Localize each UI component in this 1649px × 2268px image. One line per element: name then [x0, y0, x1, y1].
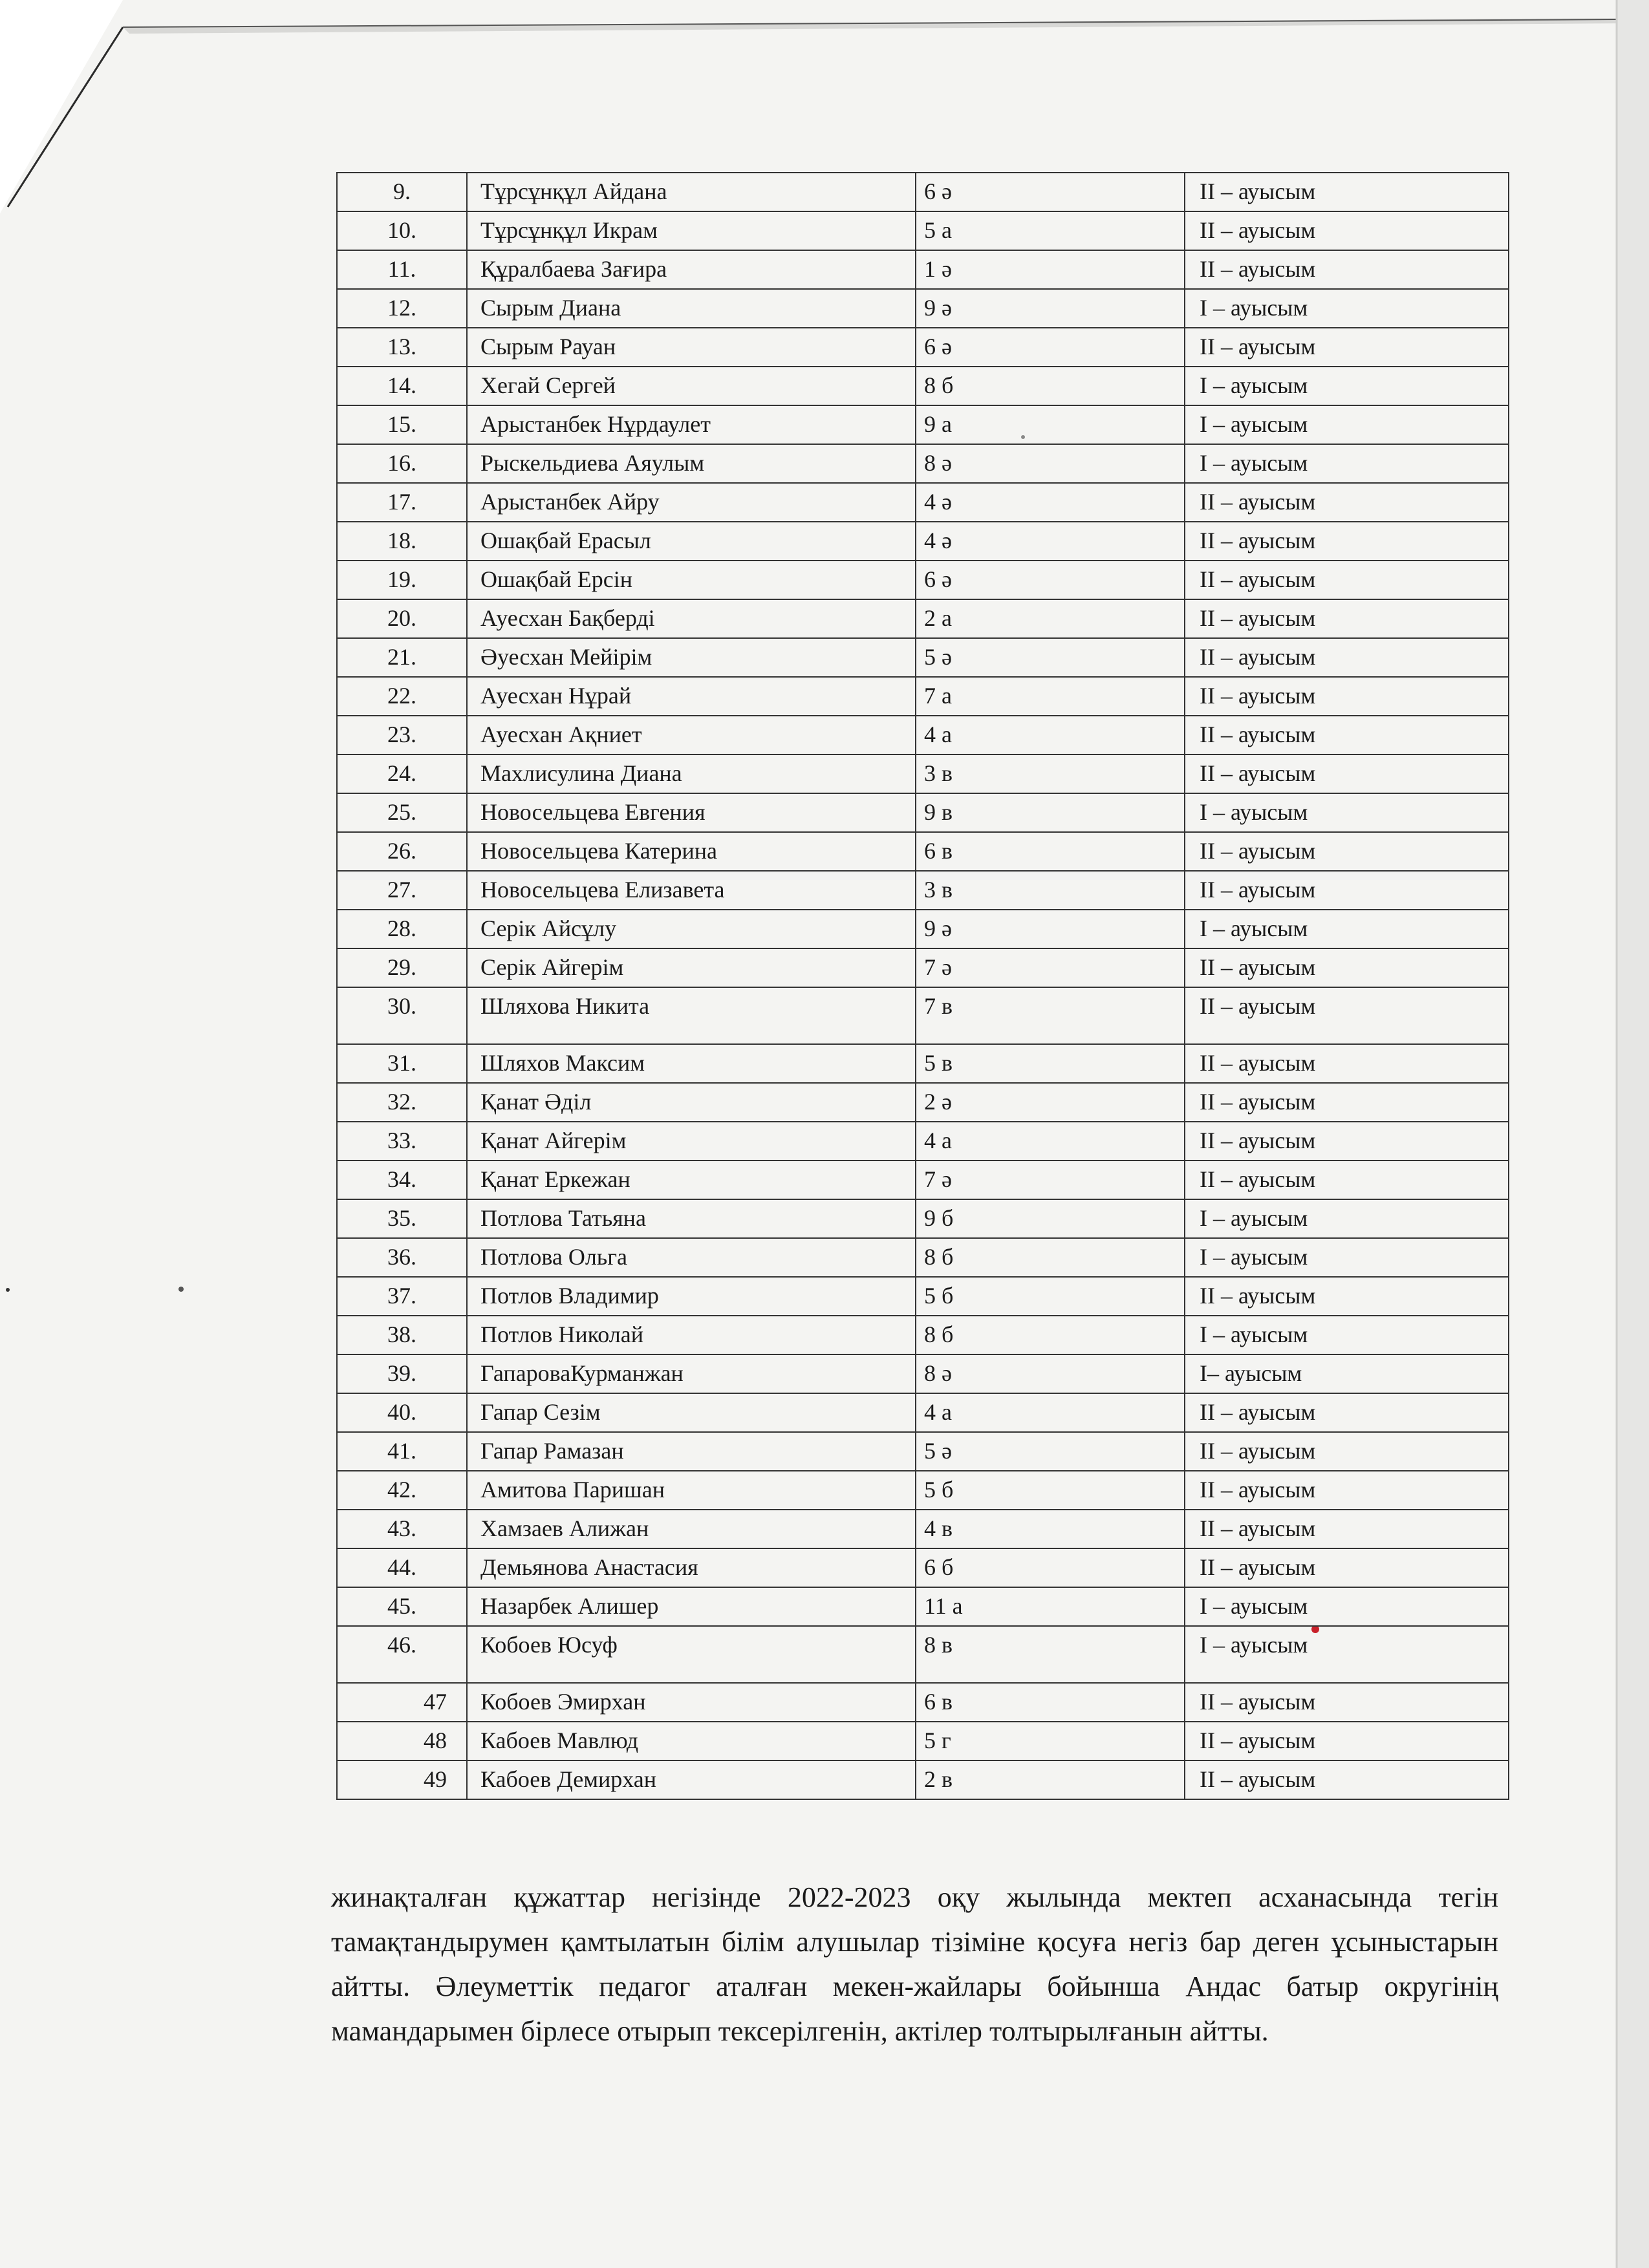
student-name-cell: Тұрсұнқұл Айдана: [467, 173, 916, 211]
class-cell: 3 в: [916, 754, 1185, 793]
row-number-cell: 14.: [337, 367, 467, 405]
row-number-cell: 42.: [337, 1471, 467, 1510]
class-cell: 5 б: [916, 1471, 1185, 1510]
row-number-cell: 26.: [337, 832, 467, 871]
class-cell: 6 в: [916, 1683, 1185, 1722]
row-number-cell: 41.: [337, 1432, 467, 1471]
shift-cell: ІІ – ауысым: [1185, 987, 1509, 1044]
shift-cell: ІІ – ауысым: [1185, 832, 1509, 871]
student-name-cell: Кобоев Юсуф: [467, 1626, 916, 1683]
shift-cell: ІІ – ауысым: [1185, 250, 1509, 289]
class-cell: 9 в: [916, 793, 1185, 832]
class-cell: 8 б: [916, 1316, 1185, 1354]
table-row: [337, 638, 1509, 677]
table-row: [337, 1393, 1509, 1432]
row-number-cell: 21.: [337, 638, 467, 677]
class-cell: 1 ә: [916, 250, 1185, 289]
row-number-cell: 11.: [337, 250, 467, 289]
table-row: [337, 1432, 1509, 1471]
student-name-cell: Сырым Диана: [467, 289, 916, 328]
student-name-cell: Кабоев Демирхан: [467, 1760, 916, 1799]
table-row: [337, 250, 1509, 289]
student-name-cell: Демьянова Анастасия: [467, 1548, 916, 1587]
shift-cell: ІІ – ауысым: [1185, 1044, 1509, 1083]
class-cell: 4 а: [916, 716, 1185, 754]
table-row: [337, 987, 1509, 1044]
class-cell: 5 г: [916, 1722, 1185, 1760]
row-number-cell: 22.: [337, 677, 467, 716]
student-name-cell: Назарбек Алишер: [467, 1587, 916, 1626]
student-name-cell: Новосельцева Катерина: [467, 832, 916, 871]
class-cell: 6 в: [916, 832, 1185, 871]
student-name-cell: Кабоев Мавлюд: [467, 1722, 916, 1760]
student-name-cell: Новосельцева Елизавета: [467, 871, 916, 910]
student-name-cell: Потлова Татьяна: [467, 1199, 916, 1238]
shift-cell: ІІ – ауысым: [1185, 211, 1509, 250]
student-name-cell: Әуесхан Мейірім: [467, 638, 916, 677]
row-number-cell: 17.: [337, 483, 467, 522]
table-row: [337, 910, 1509, 948]
row-number-cell: 33.: [337, 1122, 467, 1161]
shift-cell: ІІ – ауысым: [1185, 1083, 1509, 1122]
table-row: [337, 173, 1509, 211]
table-row: [337, 1354, 1509, 1393]
row-number-cell: 44.: [337, 1548, 467, 1587]
class-cell: 9 б: [916, 1199, 1185, 1238]
student-name-cell: Шляхов Максим: [467, 1044, 916, 1083]
shift-cell: І – ауысым: [1185, 1238, 1509, 1277]
row-number-cell: 24.: [337, 754, 467, 793]
class-cell: 8 в: [916, 1626, 1185, 1683]
student-name-cell: Қанат Еркежан: [467, 1161, 916, 1199]
student-name-cell: Ауесхан Бақберді: [467, 599, 916, 638]
row-number-cell: 45.: [337, 1587, 467, 1626]
shift-cell: ІІ – ауысым: [1185, 483, 1509, 522]
class-cell: 4 ә: [916, 522, 1185, 561]
row-number-cell: 49: [337, 1760, 467, 1799]
row-number-cell: 9.: [337, 173, 467, 211]
shift-cell: ІІ – ауысым: [1185, 173, 1509, 211]
table-body: [337, 173, 1509, 1799]
row-number-cell: 35.: [337, 1199, 467, 1238]
table-row: [337, 599, 1509, 638]
student-name-cell: Құралбаева Зағира: [467, 250, 916, 289]
class-cell: 8 ә: [916, 444, 1185, 483]
class-cell: 6 ә: [916, 328, 1185, 367]
table-row: [337, 1277, 1509, 1316]
table-row: [337, 1083, 1509, 1122]
shift-cell: ІІ – ауысым: [1185, 1722, 1509, 1760]
row-number-cell: 47: [337, 1683, 467, 1722]
shift-cell: ІІ – ауысым: [1185, 1393, 1509, 1432]
class-cell: 3 в: [916, 871, 1185, 910]
student-name-cell: Қанат Әділ: [467, 1083, 916, 1122]
row-number-cell: 25.: [337, 793, 467, 832]
table-row: [337, 716, 1509, 754]
shift-cell: ІІ – ауысым: [1185, 522, 1509, 561]
shift-cell: ІІ – ауысым: [1185, 599, 1509, 638]
class-cell: 2 а: [916, 599, 1185, 638]
class-cell: 7 ә: [916, 948, 1185, 987]
class-cell: 9 ә: [916, 289, 1185, 328]
table-row: [337, 1199, 1509, 1238]
shift-cell: І – ауысым: [1185, 1199, 1509, 1238]
table-row: [337, 1683, 1509, 1722]
table-row: [337, 832, 1509, 871]
shift-cell: ІІ – ауысым: [1185, 871, 1509, 910]
row-number-cell: 38.: [337, 1316, 467, 1354]
row-number-cell: 20.: [337, 599, 467, 638]
table-row: [337, 328, 1509, 367]
shift-cell: ІІ – ауысым: [1185, 1683, 1509, 1722]
row-number-cell: 37.: [337, 1277, 467, 1316]
student-name-cell: Потлов Николай: [467, 1316, 916, 1354]
table-row: [337, 1471, 1509, 1510]
shift-cell: І – ауысым: [1185, 444, 1509, 483]
class-cell: 6 ә: [916, 173, 1185, 211]
row-number-cell: 43.: [337, 1510, 467, 1548]
class-cell: 2 в: [916, 1760, 1185, 1799]
class-cell: 5 ә: [916, 638, 1185, 677]
student-name-cell: Гапар Рамазан: [467, 1432, 916, 1471]
row-number-cell: 30.: [337, 987, 467, 1044]
table-row: [337, 561, 1509, 599]
student-name-cell: Арыстанбек Айру: [467, 483, 916, 522]
row-number-cell: 13.: [337, 328, 467, 367]
class-cell: 8 ә: [916, 1354, 1185, 1393]
shift-cell: ІІ – ауысым: [1185, 1161, 1509, 1199]
table-row: [337, 483, 1509, 522]
row-number-cell: 15.: [337, 405, 467, 444]
table-row: [337, 1587, 1509, 1626]
row-number-cell: 27.: [337, 871, 467, 910]
shift-cell: ІІ – ауысым: [1185, 1760, 1509, 1799]
student-name-cell: Рыскельдиева Аяулым: [467, 444, 916, 483]
shift-cell: ІІ – ауысым: [1185, 638, 1509, 677]
class-cell: 4 а: [916, 1122, 1185, 1161]
row-number-cell: 12.: [337, 289, 467, 328]
shift-cell: І – ауысым: [1185, 910, 1509, 948]
table-row: [337, 948, 1509, 987]
student-name-cell: Махлисулина Диана: [467, 754, 916, 793]
shift-cell: ІІ – ауысым: [1185, 561, 1509, 599]
row-number-cell: 10.: [337, 211, 467, 250]
shift-cell: ІІ – ауысым: [1185, 948, 1509, 987]
class-cell: 4 а: [916, 1393, 1185, 1432]
class-cell: 8 б: [916, 367, 1185, 405]
student-name-cell: Потлова Ольга: [467, 1238, 916, 1277]
shift-cell: ІІ – ауысым: [1185, 328, 1509, 367]
shift-cell: ІІ – ауысым: [1185, 1432, 1509, 1471]
table-row: [337, 1316, 1509, 1354]
table-row: [337, 1626, 1509, 1683]
class-cell: 7 а: [916, 677, 1185, 716]
table-row: [337, 1122, 1509, 1161]
table-row: [337, 367, 1509, 405]
shift-cell: І – ауысым: [1185, 793, 1509, 832]
row-number-cell: 46.: [337, 1626, 467, 1683]
row-number-cell: 19.: [337, 561, 467, 599]
shift-cell: ІІ – ауысым: [1185, 677, 1509, 716]
table-row: [337, 1510, 1509, 1548]
student-name-cell: Гапар Сезім: [467, 1393, 916, 1432]
shift-cell: ІІ – ауысым: [1185, 1471, 1509, 1510]
row-number-cell: 34.: [337, 1161, 467, 1199]
class-cell: 8 б: [916, 1238, 1185, 1277]
table-row: [337, 405, 1509, 444]
class-cell: 5 ә: [916, 1432, 1185, 1471]
shift-cell: І – ауысым: [1185, 405, 1509, 444]
table-row: [337, 1760, 1509, 1799]
student-name-cell: Серік Айгерім: [467, 948, 916, 987]
shift-cell: ІІ – ауысым: [1185, 1548, 1509, 1587]
shift-cell: І – ауысым: [1185, 367, 1509, 405]
table-row: [337, 211, 1509, 250]
class-cell: 6 б: [916, 1548, 1185, 1587]
table-row: [337, 1238, 1509, 1277]
class-cell: 7 ә: [916, 1161, 1185, 1199]
class-cell: 9 ә: [916, 910, 1185, 948]
shift-cell: ІІ – ауысым: [1185, 1510, 1509, 1548]
class-cell: 9 а: [916, 405, 1185, 444]
row-number-cell: 32.: [337, 1083, 467, 1122]
row-number-cell: 31.: [337, 1044, 467, 1083]
student-name-cell: Ошақбай Ерсін: [467, 561, 916, 599]
row-number-cell: 29.: [337, 948, 467, 987]
row-number-cell: 36.: [337, 1238, 467, 1277]
shift-cell: І – ауысым: [1185, 289, 1509, 328]
student-name-cell: Новосельцева Евгения: [467, 793, 916, 832]
shift-cell: І – ауысым: [1185, 1316, 1509, 1354]
row-number-cell: 16.: [337, 444, 467, 483]
student-name-cell: Қанат Айгерім: [467, 1122, 916, 1161]
shift-cell: І – ауысым: [1185, 1587, 1509, 1626]
student-name-cell: Серік Айсұлу: [467, 910, 916, 948]
class-cell: 4 в: [916, 1510, 1185, 1548]
student-name-cell: Тұрсұнқұл Икрам: [467, 211, 916, 250]
student-name-cell: Амитова Паришан: [467, 1471, 916, 1510]
shift-cell: ІІ – ауысым: [1185, 716, 1509, 754]
class-cell: 2 ә: [916, 1083, 1185, 1122]
class-cell: 11 а: [916, 1587, 1185, 1626]
table-row: [337, 1722, 1509, 1760]
row-number-cell: 39.: [337, 1354, 467, 1393]
table-row: [337, 444, 1509, 483]
class-cell: 5 в: [916, 1044, 1185, 1083]
table-row: [337, 754, 1509, 793]
table-row: [337, 1548, 1509, 1587]
row-number-cell: 40.: [337, 1393, 467, 1432]
class-cell: 6 ә: [916, 561, 1185, 599]
shift-cell: ІІ – ауысым: [1185, 754, 1509, 793]
student-name-cell: Ауесхан Нұрай: [467, 677, 916, 716]
class-cell: 5 а: [916, 211, 1185, 250]
student-name-cell: Шляхова Никита: [467, 987, 916, 1044]
student-name-cell: Ауесхан Ақниет: [467, 716, 916, 754]
student-name-cell: Кобоев Эмирхан: [467, 1683, 916, 1722]
student-name-cell: Хегай Сергей: [467, 367, 916, 405]
student-name-cell: Ошақбай Ерасыл: [467, 522, 916, 561]
student-name-cell: Потлов Владимир: [467, 1277, 916, 1316]
class-cell: 4 ә: [916, 483, 1185, 522]
shift-cell: І – ауысым: [1185, 1626, 1509, 1683]
table-row: [337, 677, 1509, 716]
table-row: [337, 522, 1509, 561]
closing-paragraph: жинақталған құжаттар негізінде 2022-2023 оқу жылында мектеп асханасында тегін тамақтандырумен қамтылатын білім алушылар тізіміне қосуға негіз бар деген ұсыныстарын айтты. Әлеуметтік педагог аталған мекен-жайлары бойынша Андас батыр округінің мамандарымен бірлесе отырып тексерілгенін, актілер толтырылғанын айтты.: [331, 1881, 1498, 2047]
row-number-cell: 48: [337, 1722, 467, 1760]
shift-cell: І– ауысым: [1185, 1354, 1509, 1393]
class-cell: 7 в: [916, 987, 1185, 1044]
student-name-cell: ГапароваКурманжан: [467, 1354, 916, 1393]
class-cell: 5 б: [916, 1277, 1185, 1316]
student-name-cell: Хамзаев Алижан: [467, 1510, 916, 1548]
table-row: [337, 793, 1509, 832]
shift-cell: ІІ – ауысым: [1185, 1122, 1509, 1161]
row-number-cell: 18.: [337, 522, 467, 561]
student-table: [336, 172, 1509, 1800]
student-name-cell: Арыстанбек Нұрдаулет: [467, 405, 916, 444]
table-row: [337, 1044, 1509, 1083]
table-row: [337, 289, 1509, 328]
row-number-cell: 23.: [337, 716, 467, 754]
table-row: [337, 871, 1509, 910]
student-name-cell: Сырым Рауан: [467, 328, 916, 367]
table-row: [337, 1161, 1509, 1199]
row-number-cell: 28.: [337, 910, 467, 948]
shift-cell: ІІ – ауысым: [1185, 1277, 1509, 1316]
